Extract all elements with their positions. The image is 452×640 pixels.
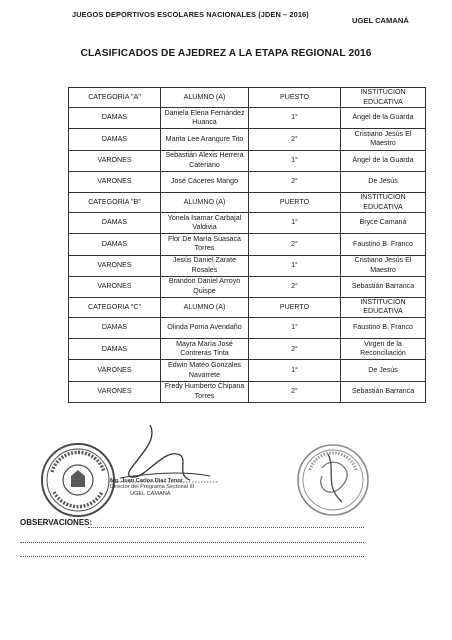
observations-line bbox=[88, 527, 364, 528]
column-header: ALUMNO (A) bbox=[161, 88, 249, 108]
column-header: INSTITUCION EDUCATIVA bbox=[341, 297, 426, 317]
column-header: PUERTO bbox=[249, 192, 341, 212]
division-cell: DAMAS bbox=[69, 108, 161, 129]
category-header-row bbox=[69, 297, 426, 317]
column-header: PUERTO bbox=[249, 297, 341, 317]
table-row bbox=[69, 255, 426, 276]
table-row bbox=[69, 213, 426, 234]
table-row bbox=[69, 129, 426, 150]
place-cell: 1° bbox=[249, 108, 341, 129]
column-header: INSTITUCION EDUCATIVA bbox=[341, 192, 426, 212]
student-cell: Daniela Elena Fernández Huanca bbox=[161, 108, 249, 129]
place-cell: 2° bbox=[249, 339, 341, 360]
student-cell: Flor De María Suasaca Torres bbox=[161, 234, 249, 255]
division-cell: DAMAS bbox=[69, 129, 161, 150]
document-header-left: JUEGOS DEPORTIVOS ESCOLARES NACIONALES (JDEN – 2016) bbox=[72, 10, 309, 19]
student-cell: Yonela Isamar Carbajal Valdivia bbox=[161, 213, 249, 234]
student-cell: Olinda Poma Avendaño bbox=[161, 318, 249, 339]
observations-line bbox=[20, 542, 364, 543]
table-row bbox=[69, 150, 426, 171]
student-cell: Brandon Daniel Arroyo Quispe bbox=[161, 276, 249, 297]
category-header-row bbox=[69, 88, 426, 108]
signatory-name: Mg. Juan Carlos Diaz Tenor bbox=[110, 478, 183, 484]
table-row bbox=[69, 318, 426, 339]
results-table bbox=[68, 87, 426, 403]
category-header-row bbox=[69, 192, 426, 212]
place-cell: 2° bbox=[249, 129, 341, 150]
division-cell: VARONES bbox=[69, 171, 161, 192]
signatory-role: Director del Programa Sectorial III bbox=[110, 484, 195, 491]
school-cell: Bryce Camaná bbox=[341, 213, 426, 234]
division-cell: VARONES bbox=[69, 255, 161, 276]
place-cell: 2° bbox=[249, 381, 341, 402]
official-seal-right bbox=[292, 440, 374, 520]
school-cell: Ángel de la Guarda bbox=[341, 108, 426, 129]
document-header-right: UGEL CAMANÁ bbox=[352, 16, 409, 25]
place-cell: 2° bbox=[249, 171, 341, 192]
column-header: ALUMNO (A) bbox=[161, 192, 249, 212]
table-row bbox=[69, 381, 426, 402]
student-cell: Marita Lee Arangure Tito bbox=[161, 129, 249, 150]
division-cell: DAMAS bbox=[69, 213, 161, 234]
school-cell: De Jesús bbox=[341, 171, 426, 192]
signature-block bbox=[110, 478, 194, 497]
student-cell: Mayra María José Contreras Tinta bbox=[161, 339, 249, 360]
observations-line bbox=[20, 556, 364, 557]
division-cell: DAMAS bbox=[69, 318, 161, 339]
school-cell: De Jesús bbox=[341, 360, 426, 381]
observations-label: OBSERVACIONES: bbox=[20, 518, 93, 527]
school-cell: Faustino B. Franco bbox=[341, 318, 426, 339]
column-header: INSTITUCION EDUCATIVA bbox=[341, 88, 426, 108]
table-row bbox=[69, 276, 426, 297]
student-cell: Sebastián Alexis Herrera Cateriano bbox=[161, 150, 249, 171]
column-header: CATEGORIA "C" bbox=[69, 297, 161, 317]
school-cell: Virgen de la Reconciliación bbox=[341, 339, 426, 360]
column-header: PUESTO bbox=[249, 88, 341, 108]
school-cell: Sebastián Barranca bbox=[341, 381, 426, 402]
column-header: ALUMNO (A) bbox=[161, 297, 249, 317]
division-cell: DAMAS bbox=[69, 339, 161, 360]
table-row bbox=[69, 234, 426, 255]
division-cell: VARONES bbox=[69, 360, 161, 381]
place-cell: 1° bbox=[249, 213, 341, 234]
division-cell: DAMAS bbox=[69, 234, 161, 255]
place-cell: 2° bbox=[249, 276, 341, 297]
place-cell: 1° bbox=[249, 360, 341, 381]
student-cell: José Cáceres Mango bbox=[161, 171, 249, 192]
school-cell: Cristiano Jesús El Maestro bbox=[341, 129, 426, 150]
signatory-office: UGEL CAMANÁ bbox=[130, 490, 171, 497]
document-title: CLASIFICADOS DE AJEDREZ A LA ETAPA REGIONAL 2016 bbox=[80, 48, 372, 59]
division-cell: VARONES bbox=[69, 276, 161, 297]
table-row bbox=[69, 360, 426, 381]
student-cell: Fredy Humberto Chipana Torres bbox=[161, 381, 249, 402]
place-cell: 1° bbox=[249, 318, 341, 339]
table-row bbox=[69, 171, 426, 192]
school-cell: Faustino B. Franco bbox=[341, 234, 426, 255]
place-cell: 2° bbox=[249, 234, 341, 255]
place-cell: 1° bbox=[249, 255, 341, 276]
division-cell: VARONES bbox=[69, 381, 161, 402]
student-cell: Edwin Mateo Gonzales Navarrete bbox=[161, 360, 249, 381]
column-header: CATEGORIA "B" bbox=[69, 192, 161, 212]
school-cell: Ángel de la Guarda bbox=[341, 150, 426, 171]
table-row bbox=[69, 339, 426, 360]
table-row bbox=[69, 108, 426, 129]
division-cell: VARONES bbox=[69, 150, 161, 171]
student-cell: Jesús Daniel Zarate Rosales bbox=[161, 255, 249, 276]
school-cell: Cristiano Jesús El Maestro bbox=[341, 255, 426, 276]
column-header: CATEGORIA "A" bbox=[69, 88, 161, 108]
school-cell: Sebastián Barranca bbox=[341, 276, 426, 297]
place-cell: 1° bbox=[249, 150, 341, 171]
